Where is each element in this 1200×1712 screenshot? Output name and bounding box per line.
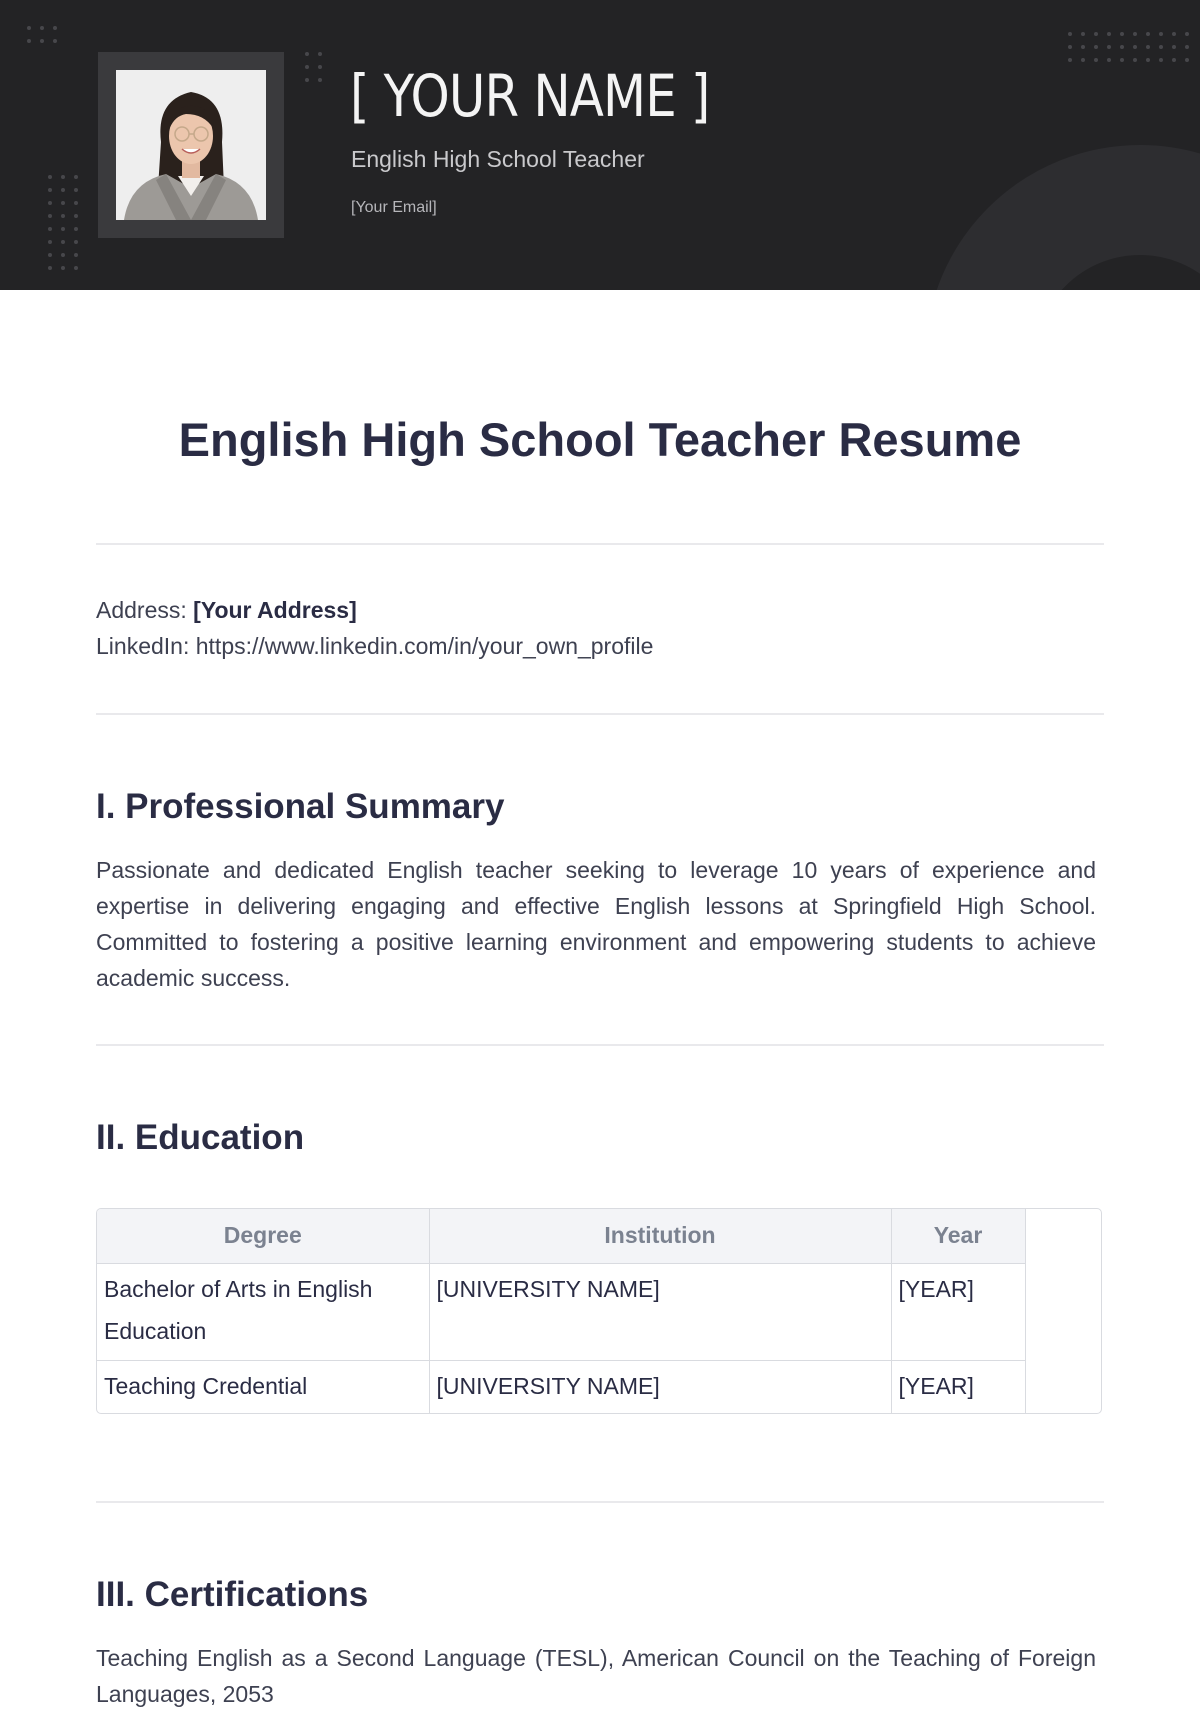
candidate-role: English High School Teacher [351, 146, 645, 172]
divider [96, 1501, 1104, 1503]
linkedin-label: LinkedIn: [96, 633, 190, 659]
certifications-heading: III. Certifications [96, 1575, 369, 1614]
divider [96, 1044, 1104, 1046]
candidate-email: [Your Email] [351, 199, 437, 216]
divider [96, 543, 1104, 545]
profile-photo-frame [98, 52, 284, 238]
certifications-text: Teaching English as a Second Language (TESL), American Council on the Teaching of Foreign Languages, 2053 [96, 1645, 1096, 1707]
education-heading: II. Education [96, 1118, 305, 1157]
table-row [97, 1263, 1025, 1360]
cell-institution: [UNIVERSITY NAME] [429, 1263, 891, 1360]
education-table [96, 1208, 1102, 1414]
cell-degree: Bachelor of Arts in English Education [97, 1263, 429, 1360]
document-title: English High School Teacher Resume [178, 413, 1022, 466]
summary-heading: I. Professional Summary [96, 787, 505, 826]
cell-year: [YEAR] [891, 1360, 1025, 1414]
address-line [96, 597, 357, 624]
decorative-arc [925, 145, 1200, 290]
summary-text: Passionate and dedicated English teacher seeking to leverage 10 years of experience and expertise in delivering engaging and effective English lessons at Springfield High School. Committed to fostering a positive learning environment and empowering students to achieve academic success. [96, 857, 1096, 991]
person-portrait-icon [116, 70, 266, 220]
linkedin-line [96, 633, 653, 660]
decorative-dots [1068, 32, 1189, 62]
address-value: [Your Address] [193, 597, 357, 623]
table-row [97, 1360, 1025, 1414]
cell-year: [YEAR] [891, 1263, 1025, 1360]
column-header-year: Year [891, 1209, 1025, 1263]
decorative-dots [27, 26, 57, 43]
cell-degree: Teaching Credential [97, 1360, 429, 1414]
column-header-institution: Institution [429, 1209, 891, 1263]
profile-photo [116, 70, 266, 220]
linkedin-link[interactable]: https://www.linkedin.com/in/your_own_profile [195, 633, 654, 659]
decorative-dots [305, 52, 322, 82]
divider [96, 713, 1104, 715]
decorative-dots [48, 175, 78, 270]
cell-institution: [UNIVERSITY NAME] [429, 1360, 891, 1414]
resume-header [0, 0, 1200, 290]
column-header-degree: Degree [97, 1209, 429, 1263]
address-label: Address: [96, 597, 187, 623]
candidate-name: [ YOUR NAME ] [350, 62, 710, 130]
